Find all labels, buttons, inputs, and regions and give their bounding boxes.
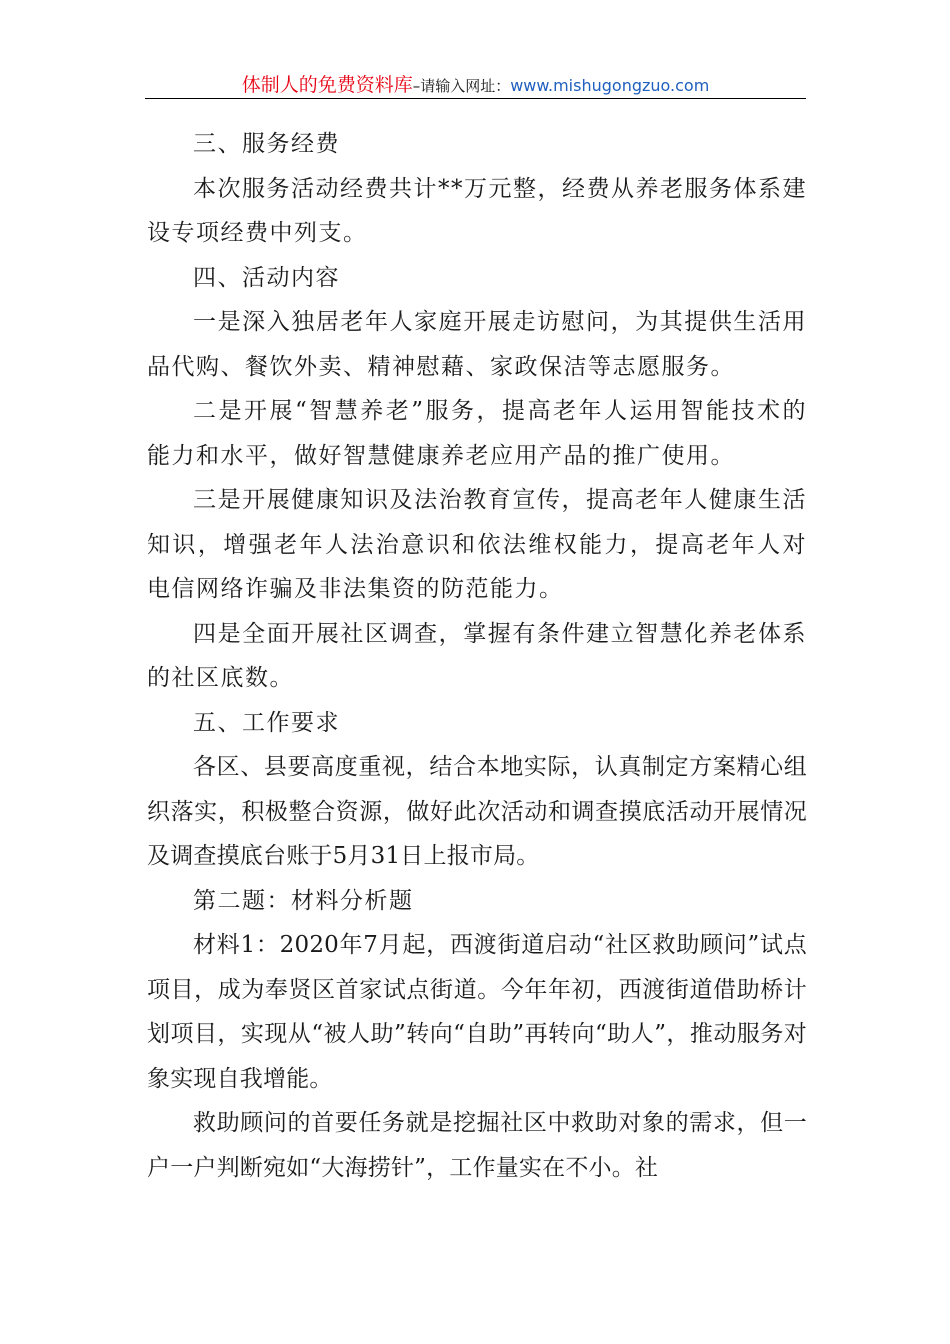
document-body bbox=[147, 122, 807, 1190]
section-heading-funding: 三、服务经费 bbox=[193, 131, 340, 157]
header-divider bbox=[145, 98, 806, 99]
paragraph-content-3: 三是开展健康知识及法治教育宣传，提高老年人健康生活知识，增强老年人法治意识和依法维权能力，提高老年人对电信网络诈骗及非法集资的防范能力。 bbox=[147, 487, 807, 602]
paragraph-material-1: 材料1：2020年7月起，西渡街道启动“社区救助顾问”试点项目，成为奉贤区首家试点街道。今年年初，西渡街道借助桥计划项目，实现从“被人助”转向“自助”再转向“助人”，推动服务对象实现自我增能。 bbox=[147, 932, 807, 1092]
header-prompt: –请输入网址： bbox=[412, 77, 511, 95]
question-heading-2: 第二题：材料分析题 bbox=[193, 887, 414, 914]
paragraph-content-1: 一是深入独居老年人家庭开展走访慰问，为其提供生活用品代购、餐饮外卖、精神慰藉、家政保洁等志愿服务。 bbox=[147, 309, 807, 380]
paragraph-material-1-cont: 救助顾问的首要任务就是挖掘社区中救助对象的需求，但一户一户判断宛如“大海捞针”，工作量实在不小。社 bbox=[147, 1110, 807, 1181]
paragraph-requirements: 各区、县要高度重视，结合本地实际，认真制定方案精心组织落实，积极整合资源，做好此次活动和调查摸底活动开展情况及调查摸底台账于5月31日上报市局。 bbox=[147, 754, 807, 869]
paragraph-funding: 本次服务活动经费共计**万元整，经费从养老服务体系建设专项经费中列支。 bbox=[147, 175, 807, 246]
page-header bbox=[145, 70, 806, 100]
section-heading-requirements: 五、工作要求 bbox=[193, 709, 340, 736]
header-url-link[interactable]: www.mishugongzuo.com bbox=[510, 76, 710, 95]
section-heading-content: 四、活动内容 bbox=[193, 264, 340, 291]
header-brand: 体制人的免费资料库 bbox=[241, 74, 413, 96]
paragraph-content-2: 二是开展“智慧养老”服务，提高老年人运用智能技术的能力和水平，做好智慧健康养老应用产品的推广使用。 bbox=[147, 398, 807, 469]
paragraph-content-4: 四是全面开展社区调查，掌握有条件建立智慧化养老体系的社区底数。 bbox=[147, 620, 807, 691]
